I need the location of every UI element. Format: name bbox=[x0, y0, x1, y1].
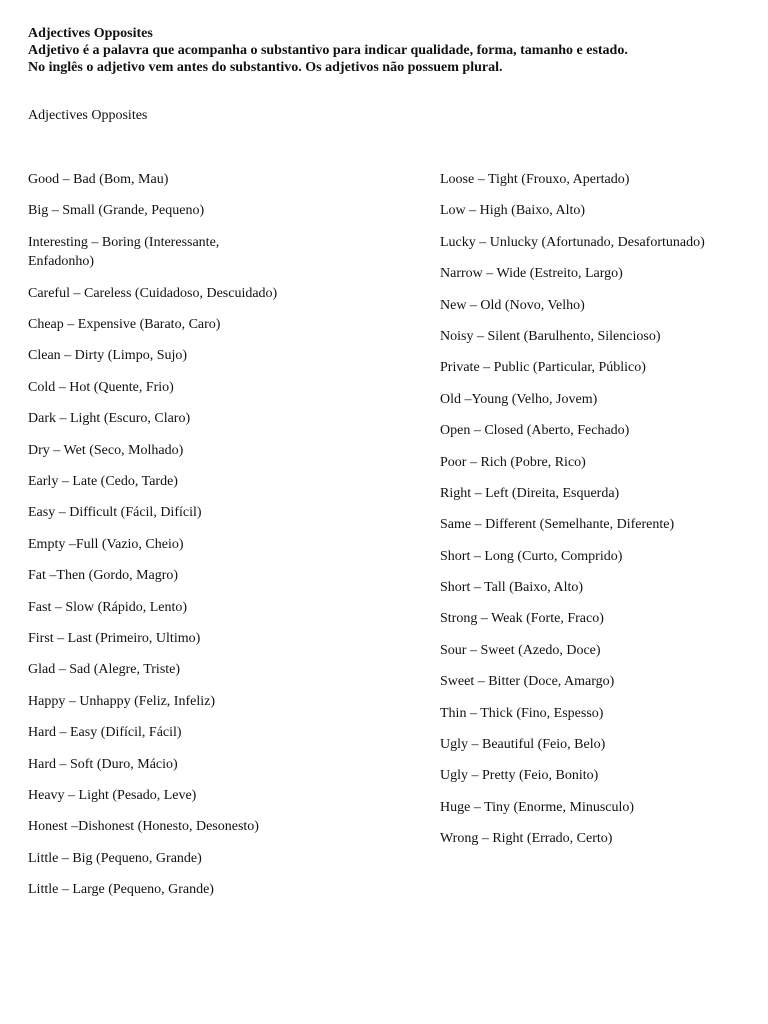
adjective-pair-item: Ugly – Beautiful (Feio, Belo) bbox=[440, 737, 606, 753]
adjective-pair-item: Early – Late (Cedo, Tarde) bbox=[28, 474, 178, 490]
adjective-pair-item: Narrow – Wide (Estreito, Largo) bbox=[440, 266, 623, 282]
intro-line-2: No inglês o adjetivo vem antes do substantivo. Os adjetivos não possuem plural. bbox=[28, 60, 503, 75]
adjective-pair-item: New – Old (Novo, Velho) bbox=[440, 297, 585, 313]
adjective-pair-item: Strong – Weak (Forte, Fraco) bbox=[440, 611, 604, 627]
adjective-pair-item: Dry – Wet (Seco, Molhado) bbox=[28, 442, 184, 458]
adjective-pair-item: Clean – Dirty (Limpo, Sujo) bbox=[28, 348, 188, 364]
adjective-pair-item: Glad – Sad (Alegre, Triste) bbox=[28, 662, 181, 678]
adjective-pair-item: Fat –Then (Gordo, Magro) bbox=[28, 568, 179, 584]
adjective-pair-item: Short – Tall (Baixo, Alto) bbox=[440, 580, 584, 596]
intro-line-1: Adjetivo é a palavra que acompanha o substantivo para indicar qualidade, forma, tamanho e estado. bbox=[28, 43, 628, 58]
adjective-pair-item: Cold – Hot (Quente, Frio) bbox=[28, 379, 174, 395]
adjective-pair-item: Good – Bad (Bom, Mau) bbox=[28, 172, 169, 187]
adjective-pair-item: Huge – Tiny (Enorme, Minusculo) bbox=[440, 799, 635, 815]
right-column-list bbox=[440, 170, 730, 861]
adjective-pair-item: Sour – Sweet (Azedo, Doce) bbox=[440, 642, 601, 658]
adjective-pair-item: Big – Small (Grande, Pequeno) bbox=[28, 203, 205, 219]
adjective-pair-item: Interesting – Boring (Interessante, Enfadonho) bbox=[28, 234, 220, 270]
adjective-pair-item: Poor – Rich (Pobre, Rico) bbox=[440, 454, 586, 470]
document-header bbox=[28, 25, 718, 76]
adjective-pair-item: Old –Young (Velho, Jovem) bbox=[440, 391, 598, 407]
left-column-list bbox=[28, 170, 283, 911]
adjective-pair-item: Dark – Light (Escuro, Claro) bbox=[28, 411, 191, 427]
section-subtitle: Adjectives Opposites bbox=[28, 108, 148, 123]
adjective-pair-item: Same – Different (Semelhante, Diferente) bbox=[440, 517, 675, 533]
adjective-pair-item: Easy – Difficult (Fácil, Difícil) bbox=[28, 505, 202, 521]
adjective-pair-item: First – Last (Primeiro, Ultimo) bbox=[28, 630, 201, 646]
adjective-pair-item: Little – Big (Pequeno, Grande) bbox=[28, 850, 202, 866]
adjective-pair-item: Open – Closed (Aberto, Fechado) bbox=[440, 423, 630, 439]
adjective-pair-item: Hard – Easy (Difícil, Fácil) bbox=[28, 725, 182, 741]
adjective-pair-item: Hard – Soft (Duro, Mácio) bbox=[28, 756, 178, 772]
adjective-pair-item: Heavy – Light (Pesado, Leve) bbox=[28, 787, 197, 803]
adjective-pair-item: Thin – Thick (Fino, Espesso) bbox=[440, 705, 604, 721]
adjective-pair-item: Honest –Dishonest (Honesto, Desonesto) bbox=[28, 819, 259, 835]
adjective-pair-item: Right – Left (Direita, Esquerda) bbox=[440, 485, 620, 501]
adjective-pair-item: Noisy – Silent (Barulhento, Silencioso) bbox=[440, 328, 661, 344]
adjective-pair-item: Little – Large (Pequeno, Grande) bbox=[28, 882, 214, 898]
adjective-pair-item: Cheap – Expensive (Barato, Caro) bbox=[28, 317, 221, 333]
adjective-pair-item: Careful – Careless (Cuidadoso, Descuidado) bbox=[28, 285, 278, 301]
adjective-pair-item: Low – High (Baixo, Alto) bbox=[440, 203, 586, 219]
document-title: Adjectives Opposites bbox=[28, 26, 153, 41]
adjective-pair-item: Private – Public (Particular, Público) bbox=[440, 360, 646, 376]
adjective-pair-item: Lucky – Unlucky (Afortunado, Desafortunado) bbox=[440, 234, 705, 250]
adjective-pair-item: Happy – Unhappy (Feliz, Infeliz) bbox=[28, 693, 215, 709]
adjective-pair-item: Wrong – Right (Errado, Certo) bbox=[440, 831, 613, 847]
adjective-pair-item: Sweet – Bitter (Doce, Amargo) bbox=[440, 674, 615, 690]
adjective-pair-item: Loose – Tight (Frouxo, Apertado) bbox=[440, 172, 630, 187]
adjective-pair-item: Empty –Full (Vazio, Cheio) bbox=[28, 536, 184, 552]
adjective-pair-item: Short – Long (Curto, Comprido) bbox=[440, 548, 623, 564]
adjective-pair-item: Ugly – Pretty (Feio, Bonito) bbox=[440, 768, 599, 784]
adjective-pair-item: Fast – Slow (Rápido, Lento) bbox=[28, 599, 188, 615]
